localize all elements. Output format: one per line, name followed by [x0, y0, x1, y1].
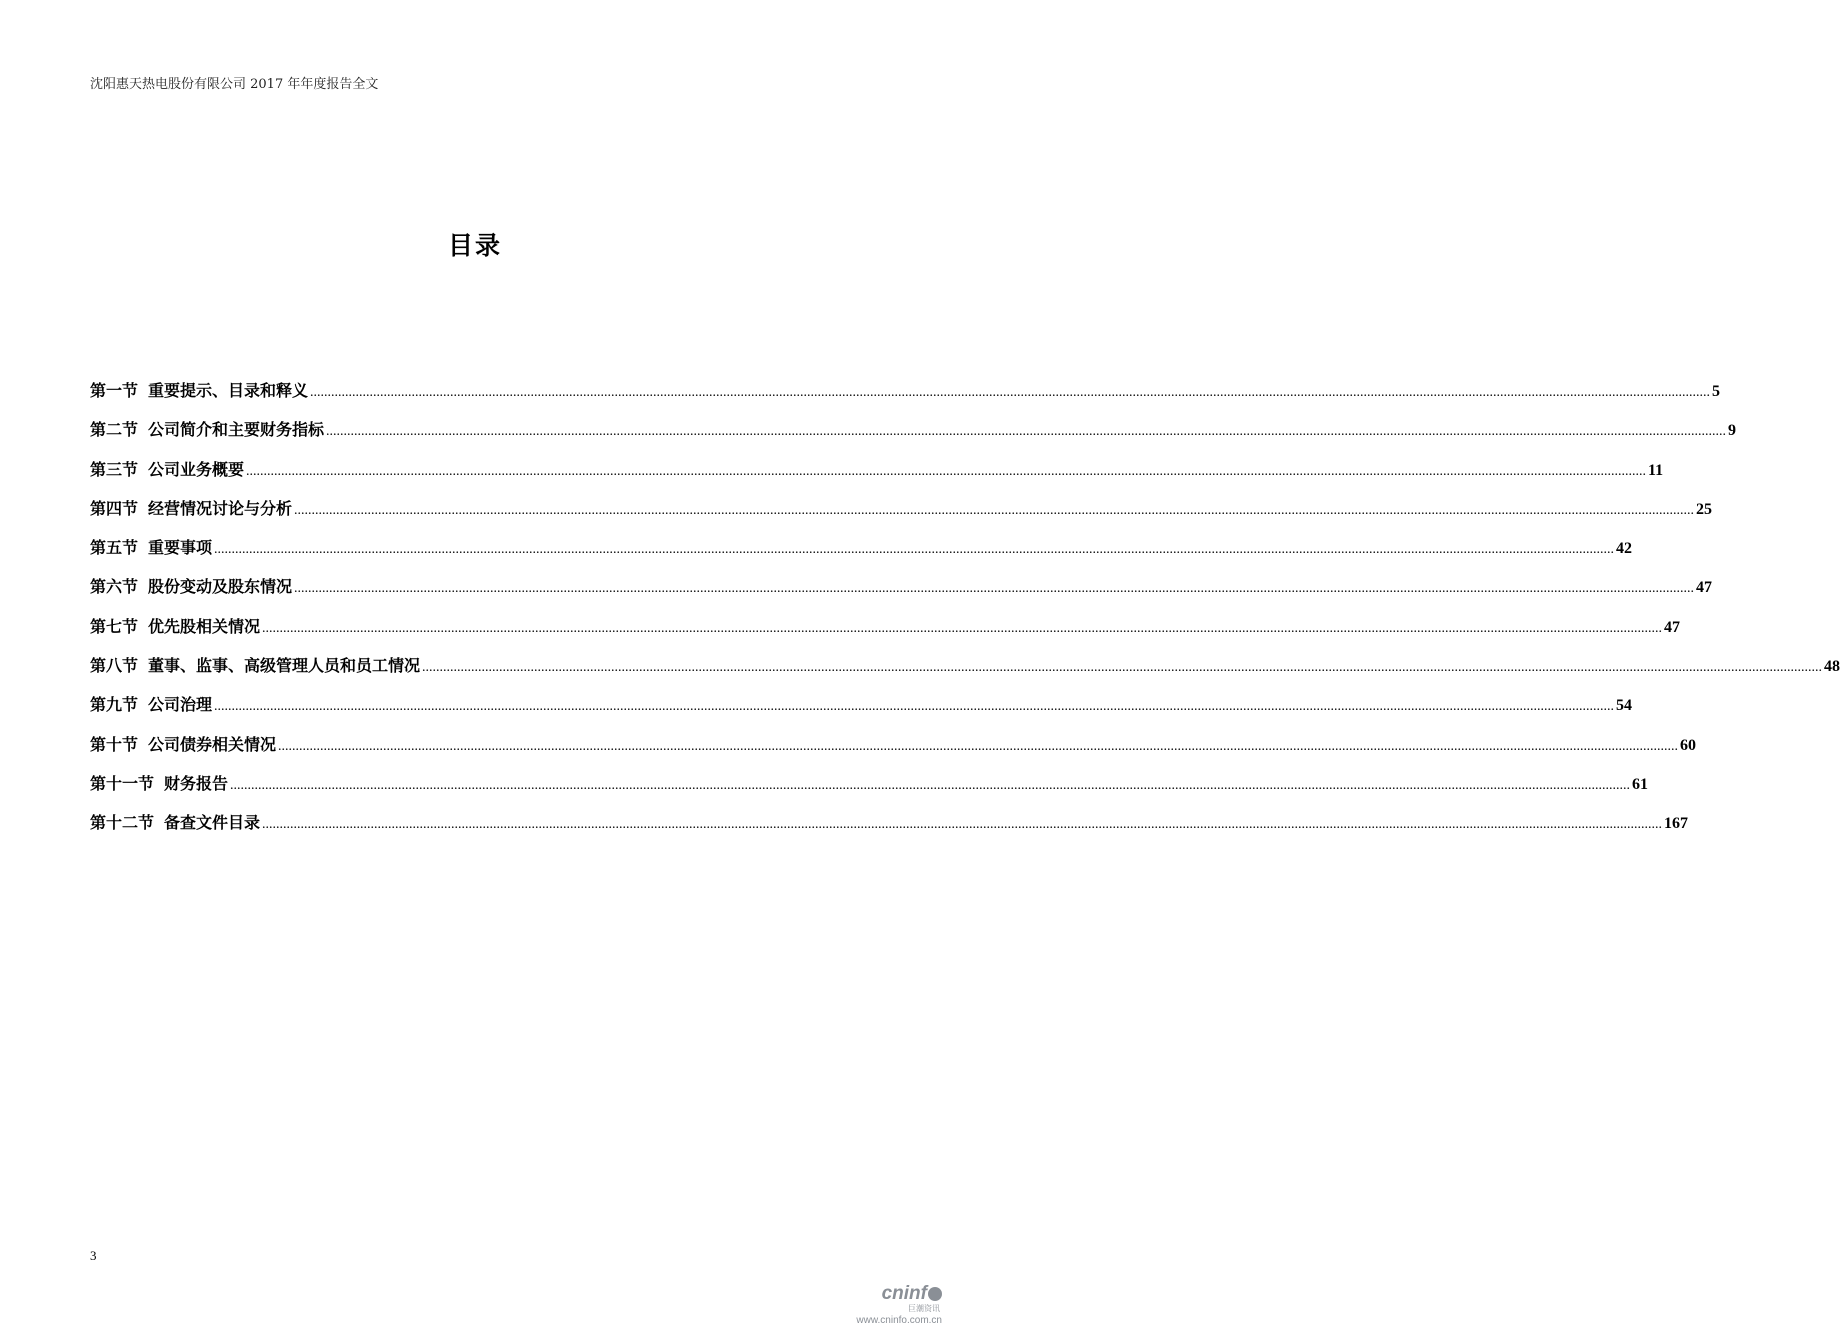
- toc-leader: ................................................................................................................................................................................................................................................................................................................................................................................................................: [294, 581, 1695, 597]
- toc-page: 61: [1632, 775, 1649, 793]
- logo-url: www.cninfo.com.cn: [856, 1315, 942, 1326]
- toc-section: 第二节: [90, 420, 139, 440]
- toc-page: 167: [1664, 815, 1689, 833]
- toc-title: 经营情况讨论与分析: [148, 498, 293, 518]
- toc-section: 第五节: [90, 538, 139, 558]
- toc-section: 第七节: [90, 616, 139, 636]
- toc-leader: ................................................................................................................................................................................................................................................................................................................................................................................................................: [326, 424, 1727, 440]
- toc-item[interactable]: [90, 535, 1633, 574]
- toc-section: 第十二节: [90, 813, 155, 833]
- toc-item[interactable]: [90, 692, 1633, 731]
- page-number: 3: [90, 1248, 97, 1263]
- logo-brand: cninf: [852, 1284, 942, 1304]
- toc-title: 重要事项: [148, 538, 213, 558]
- toc-item[interactable]: [90, 457, 1664, 496]
- toc-leader: ................................................................................................................................................................................................................................................................................................................................................................................................................: [246, 463, 1647, 479]
- toc-leader: ................................................................................................................................................................................................................................................................................................................................................................................................................: [214, 699, 1615, 715]
- toc-section: 第九节: [90, 695, 139, 715]
- toc-page: 47: [1696, 579, 1713, 597]
- cninfo-logo: [852, 1284, 942, 1332]
- toc-item[interactable]: [90, 810, 1689, 849]
- toc-leader: ................................................................................................................................................................................................................................................................................................................................................................................................................: [262, 620, 1663, 636]
- toc-title: 公司治理: [148, 695, 213, 715]
- toc-section: 第八节: [90, 656, 139, 676]
- toc-leader: ................................................................................................................................................................................................................................................................................................................................................................................................................: [278, 738, 1679, 754]
- toc-page: 9: [1728, 422, 1737, 440]
- toc-title: 公司业务概要: [148, 459, 245, 479]
- toc-item[interactable]: [90, 378, 1721, 417]
- toc-leader: ................................................................................................................................................................................................................................................................................................................................................................................................................: [294, 502, 1695, 518]
- toc-page: 42: [1616, 540, 1633, 558]
- toc-page: 25: [1696, 500, 1713, 518]
- toc-section: 第一节: [90, 381, 139, 400]
- toc-leader: ................................................................................................................................................................................................................................................................................................................................................................................................................: [262, 817, 1663, 833]
- toc-title: 股份变动及股东情况: [148, 577, 293, 597]
- toc-leader: ................................................................................................................................................................................................................................................................................................................................................................................................................: [310, 385, 1711, 400]
- toc-title: 财务报告: [164, 773, 229, 793]
- toc-title: 公司债券相关情况: [148, 734, 277, 754]
- toc-title: 备查文件目录: [164, 813, 261, 833]
- toc-page: 60: [1680, 736, 1697, 754]
- table-of-contents: [90, 378, 1840, 850]
- toc-leader: ................................................................................................................................................................................................................................................................................................................................................................................................................: [422, 660, 1823, 676]
- toc-item[interactable]: [90, 496, 1713, 535]
- toc-item[interactable]: [90, 574, 1713, 613]
- toc-item[interactable]: [90, 732, 1697, 771]
- toc-item[interactable]: [90, 771, 1649, 810]
- toc-section: 第十节: [90, 734, 139, 754]
- toc-page: 5: [1712, 383, 1721, 400]
- logo-cn-name: 巨潮资讯: [908, 1304, 940, 1313]
- toc-item[interactable]: [90, 417, 1737, 456]
- toc-item[interactable]: [90, 653, 1840, 692]
- toc-title: 优先股相关情况: [148, 616, 261, 636]
- toc-leader: ................................................................................................................................................................................................................................................................................................................................................................................................................: [214, 542, 1615, 558]
- toc-page: 48: [1824, 658, 1840, 676]
- toc-leader: ................................................................................................................................................................................................................................................................................................................................................................................................................: [230, 777, 1631, 793]
- toc-title: 重要提示、目录和释义: [148, 381, 309, 400]
- toc-title: 公司简介和主要财务指标: [148, 420, 325, 440]
- toc-page: 47: [1664, 618, 1681, 636]
- toc-page: 54: [1616, 697, 1633, 715]
- page-title: 目录: [447, 231, 502, 260]
- toc-item[interactable]: [90, 614, 1681, 653]
- report-header: 沈阳惠天热电股份有限公司 2017 年年度报告全文: [90, 77, 379, 92]
- toc-page: 11: [1648, 461, 1664, 479]
- logo-mark-icon: [928, 1287, 942, 1301]
- toc-section: 第三节: [90, 459, 139, 479]
- toc-section: 第十一节: [90, 773, 155, 793]
- toc-section: 第四节: [90, 498, 139, 518]
- toc-section: 第六节: [90, 577, 139, 597]
- toc-title: 董事、监事、高级管理人员和员工情况: [148, 656, 421, 676]
